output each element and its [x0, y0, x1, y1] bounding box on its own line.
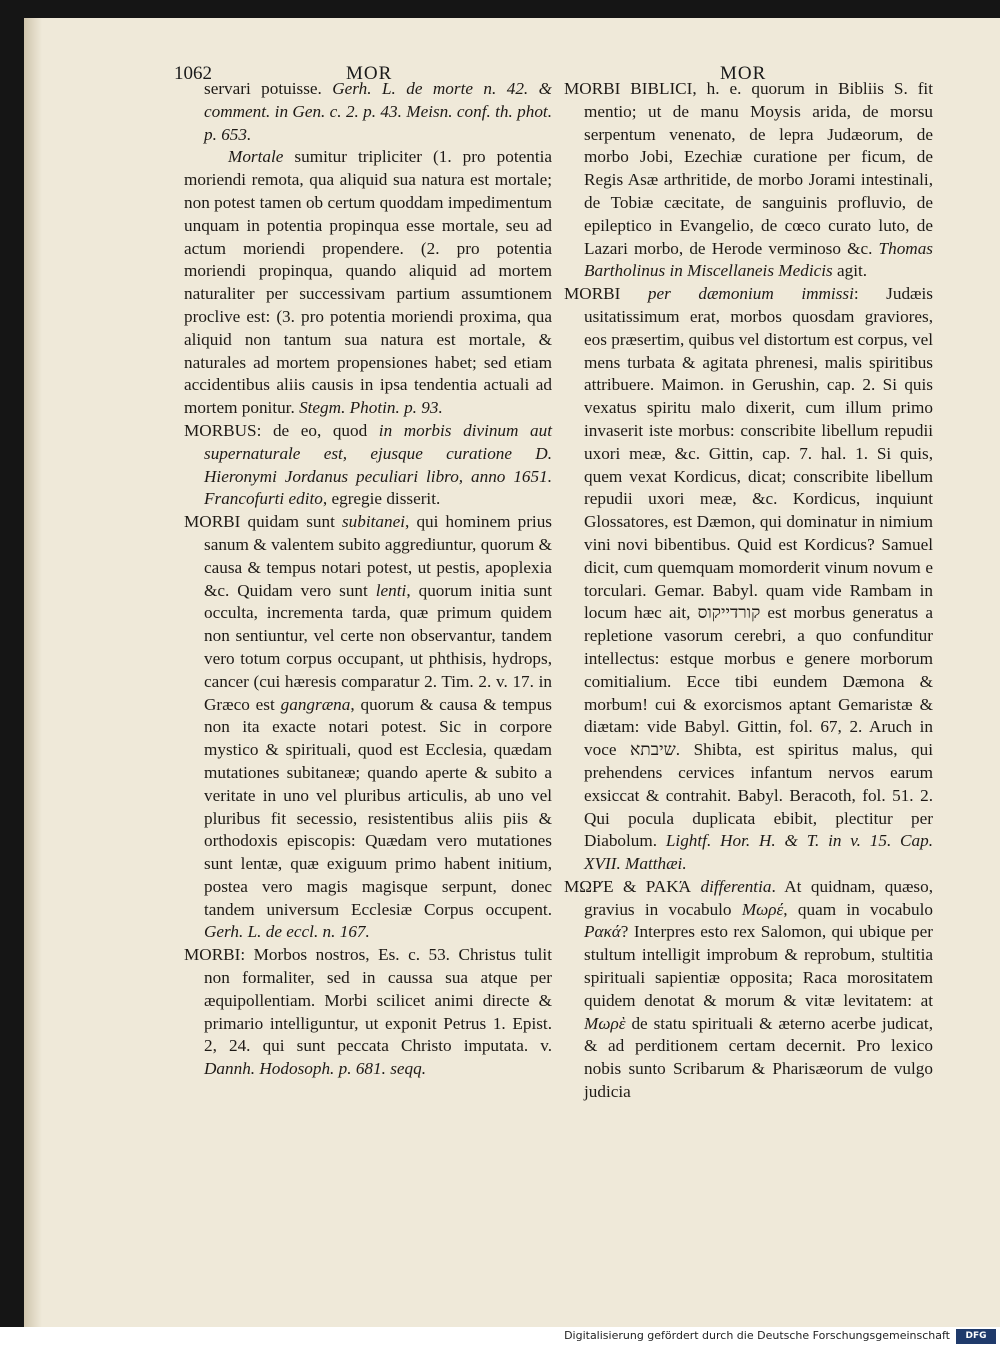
entry-headword: ΜΩΡΈ & ΡΑΚΆ [564, 876, 692, 896]
entry-morbi-biblici: MORBI BIBLICI, h. e. quorum in Bibliis S. fit mentio; ut de manu Moysis arida, de morsu serpentum venenato, de lepra Judæorum, de morbo Jobi, Ezechiæ curatione per ficum, de Regis Asæ arthritide, de morbo Jorami intestinali, de Tobiæ cæcitate, de sanguinis profluvio, de epileptico in Evangelio, de cœco curato luto, de Lazari morbo, de Herode verminoso &c. Thomas Bartholinus in Miscellaneis Medicis agit. [564, 79, 933, 281]
entry-mortale: Mortale sumitur tripliciter (1. pro potentia moriendi remota, qua aliquid sua natura est mortale; non potest tamen ob certum quoddam impedimentum unquam in potentia propinqua esse mortale, seu ad actum moriendi propendere. (2. pro potentia moriendi propinqua, quando aliquid ad mortem naturaliter per successivam partium assumtionem proclive est: (3. pro potentia moriendi proxima, qua aliquid non tantum sua natura est mortale, & naturales ad mortem propensiones habet; sed etiam accidentibus aliis causis in ipsa tendentia actuali ad mortem ponitur. Stegm. Photin. p. 93. [184, 147, 552, 418]
entry-morbus: MORBUS: de eo, quod in morbis divinum aut supernaturale est, ejusque curatione D. Hieronymi Jordanus peculiari libro, anno 1651. Francofurti edito, egregie disserit. [184, 420, 552, 509]
running-head-left: MOR [346, 63, 393, 84]
entry-morbi-subitanei: MORBI quidam sunt subitanei, qui hominem prius sanum & valentem subito aggrediuntur, quorum & causa & tempus notari potest, ut pestis, apoplexia &c. Quidam vero sunt lenti, quorum initia sunt occulta, incrementa tarda, quæ primum quidem non sentiuntur, vel certe non observantur, tandem vero totum corpus occupant, ut phthisis, hydrops, cancer (cui hæresis comparatur 2. Tim. 2. v. 17. in Græco est gangræna, quorum & causa & tempus non ita exacte notari potest. Sic in corpore mystico & spirituali, quod est Ecclesia, quædam mutationes subitaneæ; quando aperte & subito a veritate in uno vel pluribus articulis, ab uno vel pluribus fit secessio, resistentibus aliis piis & orthodoxis episcopis: Quædam vero mutationes sunt lentæ, quæ exiguum primo habent initium, postea vero magis magisque serpunt, donec tandem universum Ecclesiæ Corpus occupent. Gerh. L. de eccl. n. 167. [184, 512, 552, 942]
entry-headword: MORBI [184, 512, 241, 532]
entry-morbi-christus: MORBI: Morbos nostros, Es. c. 53. Christus tulit non formaliter, sed in caussa sua atque per æquipollentiam. Morbi scilicet animi directe & primario intelliguntur, ut exponit Petrus 1. Epist. 2, 24. qui sunt peccata Christo imputata. v. Dannh. Hodosoph. p. 681. seqq. [184, 945, 552, 1079]
hebrew-word: שיבתא [629, 740, 676, 760]
dfg-logo: DFG [956, 1329, 996, 1344]
entry-more-raka: ΜΩΡΈ & ΡΑΚΆ differentia. At quidnam, quæso, gravius in vocabulo Μωρέ, quam in vocabulo Ρακά? Interpres esto rex Salomon, qui ubique per stultum intelligit improbum & reprobum, stultitia spirituali sapientiæ opposita; Raca morositatem quidem denotat & morum & vitæ levitatem: at Μωρὲ de statu spirituali & æterno acerbe judicat, & ad perditionem certam decernit. Pro lexico nobis sunto Scribarum & Pharisæorum de vulgo judicia [564, 876, 933, 1102]
entry-headword: MORBI [184, 945, 241, 965]
book-page [24, 18, 1000, 1327]
left-column [184, 78, 552, 1081]
page-number: 1062 [174, 63, 212, 84]
running-head-right: MOR [720, 63, 767, 84]
footer-bar [0, 1327, 1000, 1347]
right-column [564, 78, 933, 1104]
funding-notice: Digitalisierung gefördert durch die Deutsche Forschungsgemeinschaft [564, 1329, 950, 1342]
entry-headword: MORBI BIBLICI [564, 79, 693, 98]
entry-headword: MORBUS [184, 420, 257, 440]
hebrew-word: קורדייקוס [697, 603, 761, 623]
entry-continuation: servari potuisse. Gerh. L. de morte n. 42. & comment. in Gen. c. 2. p. 43. Meisn. conf. th. phot. p. 653. [204, 79, 552, 144]
entry-headword: MORBI [564, 284, 621, 304]
entry-morbi-daemonium: MORBI per dæmonium immissi: Judæis usitatissimum erat, morbos quosdam graviores, eos præsertim, quibus vel distortum est corpus, vel mens turbata & agitata phrenesi, malis spiritibus attribuere. Maimon. in Gerushin, cap. 2. Si quis vexatus spiritu malo dixerit, cum illum primo invaserit iste morbus: conscribite libellum repudii uxori meæ, &c. Gittin, cap. 7. hal. 1. Si quis, quem vexat Kordicus, dicat; conscribite libellum repudii uxori meæ, &c. Kordicus, inquiunt Glossatores, est Dæmon, qui dominatur in nimium vini novi bibentibus. Quid est Kordicus? Samuel dicit, cum quemquam momorderit vinum novum e torculari. Gemar. Babyl. quam vide Rambam in locum hæc ait, קורדייקוס est morbus generatus a repletione vasorum cerebri, a quo confunditur intellectus: estque morbus e genere morborum comitialium. Ecce tibi eundem Dæmona & morbum! cui & exorcismos aptant Gemaristæ & diætam: vide Babyl. Gittin, fol. 67, 2. Aruch in voce שיבתא. Shibta, est spiritus malus, qui prehendens cervices infantum nervos earum exsiccat & contrahit. Babyl. Beracoth, fol. 51. 2. Qui pocula duplicata ebibit, plectitur per Diabolum. Lightf. Hor. H. & T. in v. 15. Cap. XVII. Matthæi. [564, 284, 934, 874]
